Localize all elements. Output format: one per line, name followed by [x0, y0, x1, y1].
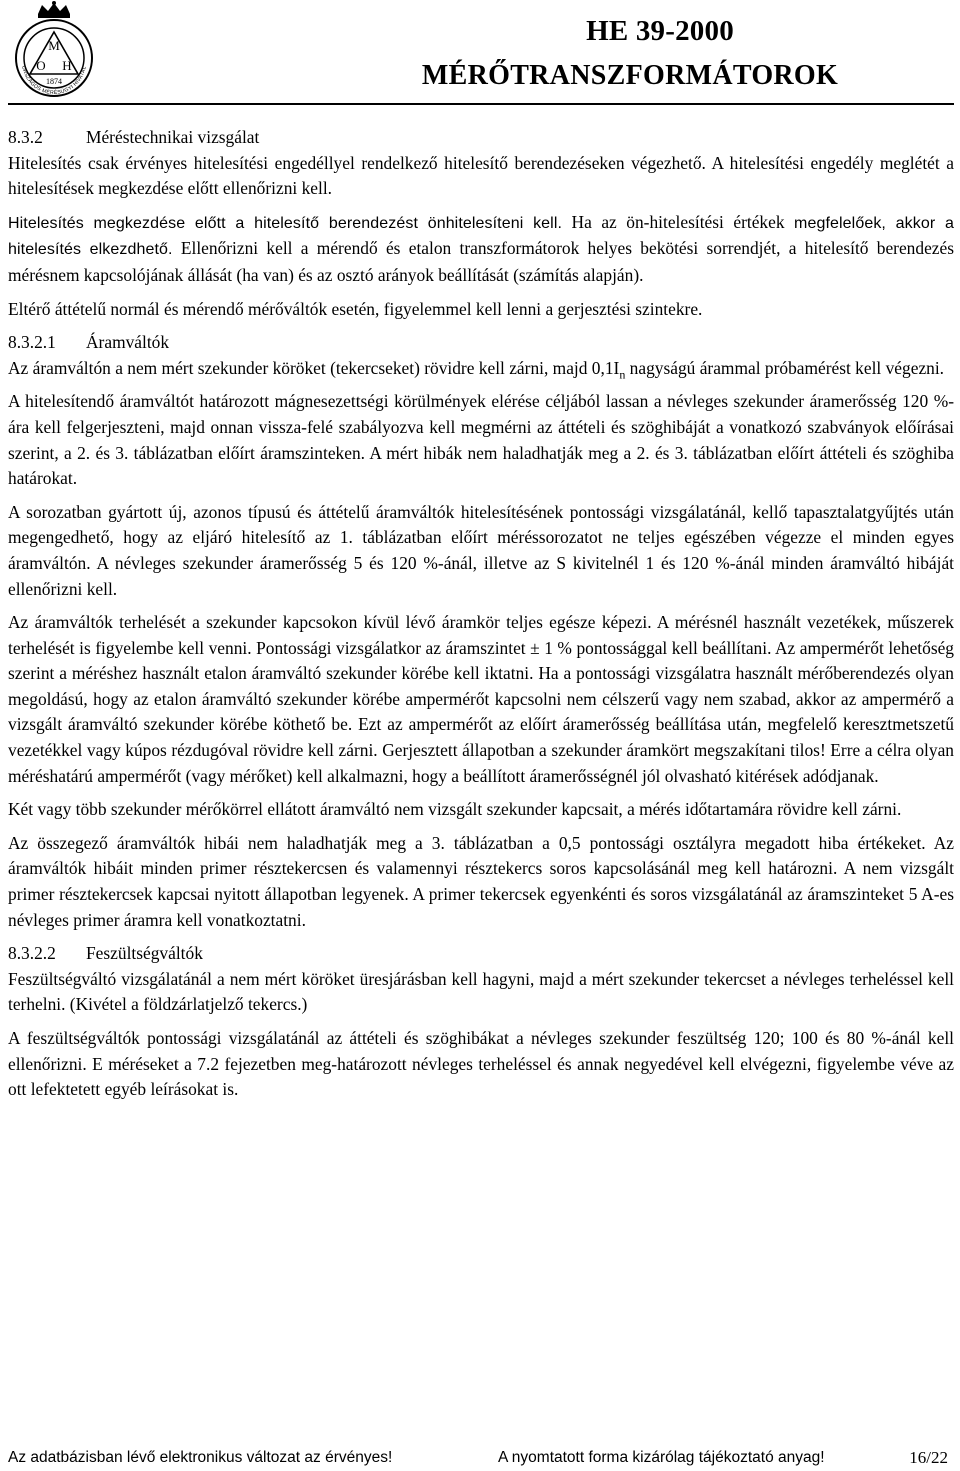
section-heading-8-3-2-1 [8, 330, 954, 356]
logo-letter-m: M [48, 38, 60, 53]
paragraph-2-part-a: Hitelesítés megkezdése előtt a hitelesítő berendezést önhitelesíteni kell. [8, 214, 563, 232]
section-number: 8.3.2.1 [8, 332, 56, 353]
paragraph-2-part-c: megfelelőek, akkor a hitelesítés elkezdhető. [8, 214, 955, 259]
section-heading-8-3-2 [8, 125, 954, 151]
page-content [8, 125, 954, 1103]
logo-ring-text: ORSZÁGOS MÉRÉSÜGYI HIVATAL [20, 65, 88, 97]
paragraph-3: Eltérő áttételű normál és mérendő mérőváltók esetén, figyelemmel kell lenni a gerjesztési szintekre. [8, 298, 703, 319]
paragraph-2-part-d: Ellenőrizni kell a mérendő és etalon transzformátorok helyes bekötési sorrendjét, a hitelesítő berendezés mérésnem kapcsolójának állását (ha van) és az osztó arányok beállítását (számítás alapján). [8, 238, 955, 285]
paragraph-6: A sorozatban gyártott új, azonos típusú és áttételű áramváltók hitelesítésének pontossági vizsgálatánál, kellő tapasztalatgyűjtés után megengedhető, hogy az eljáró hitelesítő az 1. táblázatban előírt méréssorozatot ne teljes egészében végezze el minden egyes áramváltón. A névleges szekunder áramerősség 5 és 120 %-ánál, illetve az S kivitelnél 1 és 120 %-ánál minden áramváltó hibáját ellenőrizni kell. [8, 501, 954, 599]
paragraph-7: Az áramváltók terhelését a szekunder kapcsokon kívül lévő áramkör teljes egésze képezi. A mérésnél használt vezetékek, műszerek terhelését is figyelembe kell venni. Pontossági vizsgálatkor az áramszintet ± 1 % pontossággal kell beállítani. Az ampermérőt lehetőség szerint a méréshez használt etalon áramváltó szekunder körébe kell iktatni. Ha a pontossági vizsgálatra használt mérőberendezés olyan megoldású, hogy az etalon áramváltó szekunder körébe ampermérőt kapcsolni nem célszerű vagy nem szabad, akkor az ampermérő a vizsgált áramváltó szekunder körébe köthető be. Ezt az ampermérőt az előírt áramerősség beállítása után, megfelelő keresztmetszetű vezetékkel vagy kúpos rézdugóval rövidre kell zárni. Gerjesztett állapotban a szekunder áramkört megszakítani tilos! Erre a célra olyan méréshatárú ampermérőt (vagy mérőket) kell alkalmazni, hogy a beállított áramerősségnél jól olvasható kitérések adódjanak. [8, 612, 954, 786]
section-number: 8.3.2 [8, 127, 43, 147]
page-number: 16/22 [909, 1448, 948, 1467]
page-header [0, 0, 960, 104]
paragraph-4-subscript: n [619, 367, 626, 382]
footer-electronic-note: Az adatbázisban lévő elektronikus változat az érvényes! [8, 1449, 393, 1466]
header-divider [8, 103, 954, 105]
paragraph-9: Az összegező áramváltók hibái nem haladhatják meg a 3. táblázatban a 0,5 pontossági osztályra megadott hiba értékeket. Az áramváltók hibáit minden primer résztekercsen és valamennyi résztekercs soros kapcsolásánál meg kell határozni. A nem vizsgált primer résztekercsek kapcsai nyitott állapotban legyenek. A primer tekercsek egyenkénti és soros vizsgálatánál az áramszinteket 5 A-es névleges primer áramra kell vonatkoztatni. [8, 832, 954, 930]
paragraph-1: Hitelesítés csak érvényes hitelesítési engedéllyel rendelkező hitelesítő berendezéseken végezhető. A hitelesítési engedély meglétét a hitelesítések megkezdése előtt ellenőrizni kell. [8, 152, 954, 199]
paragraph-11: A feszültségváltók pontossági vizsgálatánál az áttételi és szöghibákat a névleges szekunder feszültség 120; 100 és 80 %-ánál kell ellenőrizni. E méréseket a 7.2 fejezetben meg-határozott névleges terheléssel és annak negyedével kell elvégezni, figyelembe véve az ott lefektetett egyéb leírásokat is. [8, 1028, 954, 1100]
logo-year: 1874 [46, 77, 62, 86]
paragraph-4 [8, 356, 954, 382]
section-number: 8.3.2.2 [8, 943, 56, 964]
document-title: MÉRŐTRANSZFORMÁTOROK [421, 60, 839, 91]
section-heading-8-3-2-2 [8, 941, 954, 967]
section-title: Méréstechnikai vizsgálat [86, 127, 260, 147]
logo-letter-o: O [36, 58, 46, 73]
paragraph-8: Két vagy több szekunder mérőkörrel ellátott áramváltó nem vizsgált szekunder kapcsait, a mérés időtartamára rövidre kell zárni. [8, 799, 902, 820]
page-footer [8, 1446, 954, 1470]
paragraph-10: Feszültségváltó vizsgálatánál a nem mért köröket üresjárásban kell hagyni, majd a mért szekunder tekercset a névleges terheléssel kell terhelni. (Kivétel a földzárlatjelző tekercs.) [8, 968, 954, 1015]
paragraph-4-part-b: nagyságú árammal próbamérést kell végezni. [625, 357, 945, 378]
document-id: HE 39-2000 [586, 15, 734, 47]
logo-letter-h: H [62, 58, 72, 73]
section-title: Feszültségváltók [86, 943, 203, 964]
paragraph-2 [8, 210, 954, 289]
paragraph-2-part-b: Ha az ön-hitelesítési értékek [562, 211, 795, 232]
footer-print-note: A nyomtatott forma kizárólag tájékoztató anyag! [498, 1449, 825, 1466]
section-title: Áramváltók [86, 332, 170, 353]
paragraph-4-part-a: Az áramváltón a nem mért szekunder köröket (tekercseket) rövidre kell zárni, majd 0,1I [8, 357, 620, 378]
omh-logo [8, 0, 100, 100]
paragraph-5: A hitelesítendő áramváltót határozott mágnesezettségi körülmények elérése céljából lassan a névleges szekunder áramerősség 120 %-ára kell felgerjeszteni, majd onnan vissza-felé szabályozva kell megmérni az áttételi és szöghibáját a vonatkozó szabványok előírásai szerint, a 2. és 3. táblázatban előírt áramszinteken. A mért hibák nem haladhatják meg a 2. és 3. táblázatban előírt áttételi és szöghiba határokat. [8, 391, 954, 489]
